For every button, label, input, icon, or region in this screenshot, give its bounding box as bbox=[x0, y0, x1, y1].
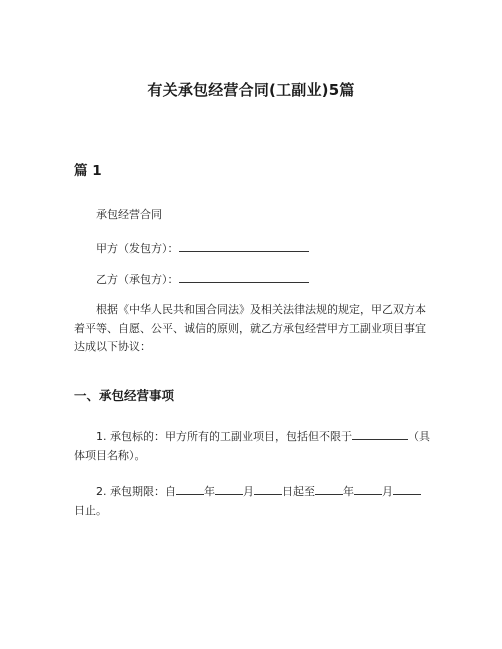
heading-contracting-matters: 一、承包经营事项 bbox=[74, 388, 175, 403]
day-label: 日止。 bbox=[74, 503, 107, 517]
party-a-line bbox=[74, 240, 430, 259]
year-label: 年 bbox=[343, 485, 354, 498]
clause-1-blank[interactable] bbox=[352, 428, 408, 440]
clause-1 bbox=[74, 428, 430, 465]
preamble-paragraph: 根据《中华人民共和国合同法》及相关法律法规的规定，甲乙双方本着平等、自愿、公平、诚信的原则，就乙方承包经营甲方工副业项目事宜达成以下协议： bbox=[74, 303, 426, 353]
clause-2 bbox=[74, 483, 430, 520]
day-label: 日起至 bbox=[282, 485, 315, 498]
party-a-blank[interactable] bbox=[179, 240, 309, 252]
clause-1-prefix: 1. 承包标的：甲方所有的工副业项目，包括但不限于 bbox=[96, 430, 352, 443]
end-month-blank[interactable] bbox=[354, 483, 382, 495]
month-label: 月 bbox=[243, 485, 254, 498]
party-b-label: 乙方（承包方）： bbox=[96, 273, 179, 286]
month-label: 月 bbox=[382, 485, 393, 498]
party-b-line bbox=[74, 271, 430, 290]
party-b-blank[interactable] bbox=[179, 271, 309, 283]
end-year-blank[interactable] bbox=[315, 483, 343, 495]
start-day-blank[interactable] bbox=[254, 483, 282, 495]
document-title: 有关承包经营合同(工副业)5篇 bbox=[147, 81, 355, 99]
section-title: 篇 1 bbox=[74, 163, 102, 179]
contract-name: 承包经营合同 bbox=[96, 208, 162, 221]
clause-2-prefix: 2. 承包期限：自 bbox=[96, 485, 176, 498]
end-day-blank[interactable] bbox=[393, 483, 421, 495]
start-month-blank[interactable] bbox=[215, 483, 243, 495]
clause-1-suffix: （具体项目名称）。 bbox=[74, 430, 430, 462]
start-year-blank[interactable] bbox=[176, 483, 204, 495]
year-label: 年 bbox=[204, 485, 215, 498]
party-a-label: 甲方（发包方）： bbox=[96, 242, 179, 255]
